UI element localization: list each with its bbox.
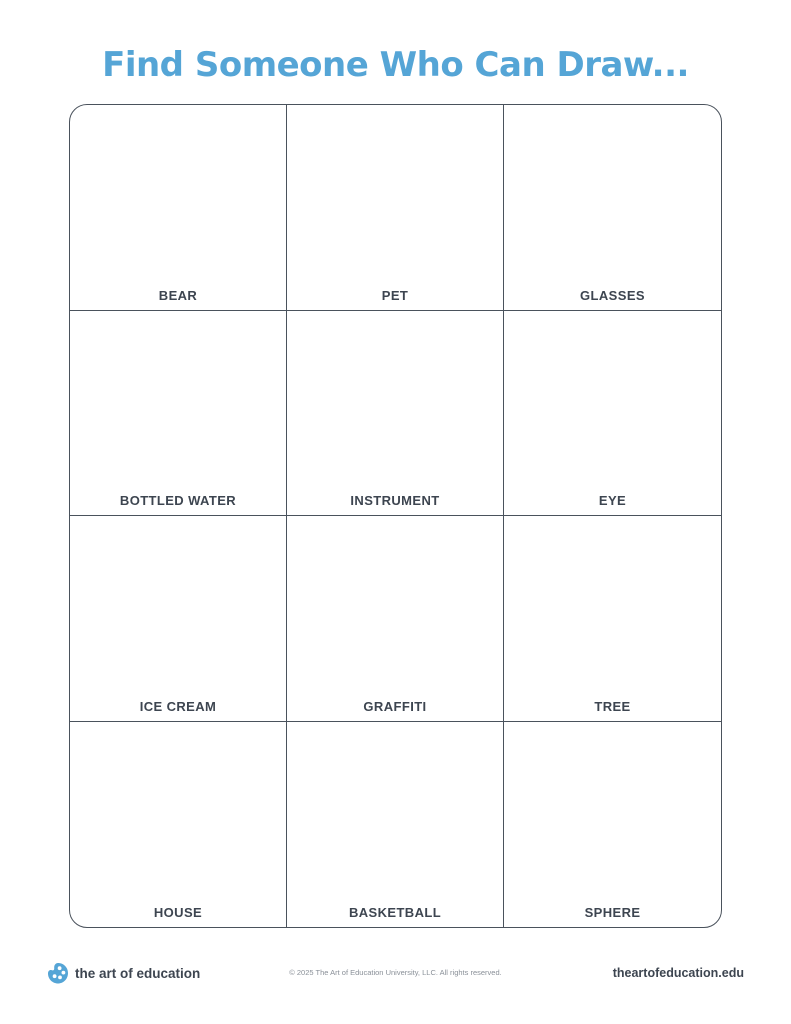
cell-label: SPHERE	[584, 905, 641, 920]
cell-label: BASKETBALL	[348, 905, 442, 920]
grid-cell-instrument	[287, 311, 504, 517]
grid-cell-tree	[504, 516, 721, 722]
cell-label: ICE CREAM	[139, 698, 217, 714]
footer	[47, 960, 744, 986]
brand-name: the art of education	[75, 965, 201, 981]
grid-cell-pet	[287, 105, 504, 311]
grid-cell-glasses	[504, 105, 721, 311]
grid-cell-basketball	[287, 722, 504, 928]
cell-label: TREE	[594, 698, 631, 714]
cell-label: GRAFFITI	[363, 698, 427, 714]
grid-cell-house	[70, 722, 287, 928]
grid-cell-ice-cream	[70, 516, 287, 722]
grid-cell-sphere	[504, 722, 721, 928]
copyright-notice: © 2025 The Art of Education University, LLC. All rights reserved.	[289, 968, 502, 977]
cell-label: GLASSES	[580, 287, 645, 303]
drawing-grid	[69, 104, 722, 928]
grid-cell-bear	[70, 105, 287, 311]
cell-label: HOUSE	[153, 905, 203, 920]
cell-label: PET	[381, 287, 409, 303]
cell-label: EYE	[598, 493, 627, 508]
page-title: Find Someone Who Can Draw...	[102, 45, 689, 85]
cell-label: BEAR	[158, 287, 198, 303]
cell-label: INSTRUMENT	[350, 493, 440, 508]
website-link[interactable]: theartofeducation.edu	[612, 966, 744, 980]
cell-label: BOTTLED WATER	[119, 493, 237, 508]
grid-cell-eye	[504, 311, 721, 517]
grid-cell-bottled-water	[70, 311, 287, 517]
grid-cell-graffiti	[287, 516, 504, 722]
